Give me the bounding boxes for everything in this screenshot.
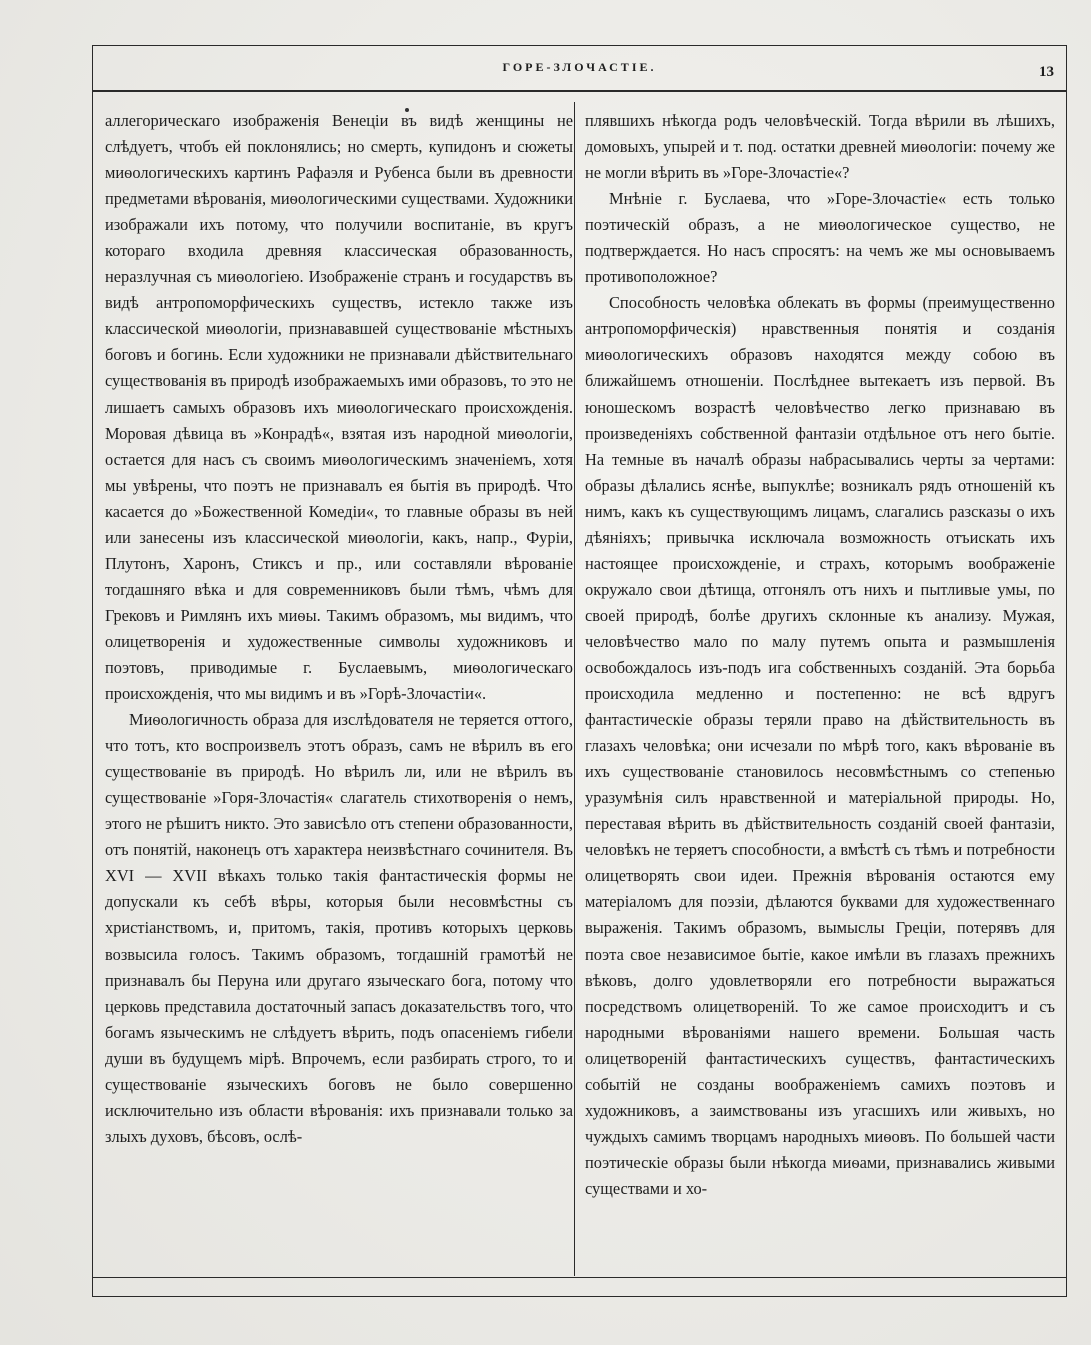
- running-head-title: ГОРЕ-ЗЛОЧАСТІЕ.: [502, 60, 657, 74]
- paragraph: Миѳологичность образа для изслѣдователя не теряется оттого, что тотъ, кто воспроизвелъ этотъ образъ, самъ не вѣрилъ въ его существованіе въ природѣ. Но вѣрилъ ли, или не вѣрилъ въ существованіе »Горя-Злочастія« слагатель стихотворенія о немъ, этого не рѣшитъ никто. Это зависѣло отъ степени образованности, отъ понятій, наконецъ отъ характера неизвѣстнаго сочинителя. Въ XVI — XVII вѣкахъ только такія фантастическія формы не допускали къ себѣ вѣры, которыя были несовмѣстны съ христіанствомъ, и, притомъ, такія, противъ которыхъ церковь возвысила голосъ. Такимъ образомъ, тогдашній грамотѣй не признавалъ бы Перуна или другаго языческаго бога, потому что церковь представила достаточный запасъ доказательствъ того, что богамъ языческимъ не слѣдуетъ вѣрить, подъ опасеніемъ гибели души въ будущемъ мірѣ. Впрочемъ, если разбирать строго, то и существованіе языческихъ боговъ не было совершенно исключительно изъ области вѣрованія: ихъ признавали только за злыхъ духовъ, бѣсовъ, ослѣ-: [105, 710, 573, 1146]
- paragraph: плявшихъ нѣкогда родъ человѣческій. Тогда вѣрили въ лѣшихъ, домовыхъ, упырей и т. под. остатки древней миѳологіи: почему же не могли вѣрить въ »Горе-Злочастіе«?: [585, 111, 1055, 183]
- header-rule: [93, 90, 1066, 92]
- page-frame: [92, 45, 1067, 1297]
- paragraph: Способность человѣка облекать въ формы (преимущественно антропоморфическія) нравственныя понятія и созданія миѳологическихъ образовъ находятся между собою въ ближайшемъ отношеніи. Послѣднее вытекаетъ изъ первой. Въ юношескомъ возрастѣ человѣчество легко признаваю въ произведеніяхъ собственной фантазіи отдѣльное отъ него бытіе. На темные въ началѣ образы набрасывались черты за чертами: образы дѣлались яснѣе, выпуклѣе; возникалъ рядъ отношеній къ нимъ, какъ къ существующимъ лицамъ, слагались разсказы о ихъ дѣяніяхъ; привычка исключала возможность отъискать ихъ настоящее происхожденіе, и страхъ, которымъ воображеніе окружало свои дѣтища, отгонялъ отъ нихъ и пытливые умы, по своей природѣ, болѣе другихъ склонные къ анализу. Мужая, человѣчество мало по малу путемъ опыта и размышленія освобождалось изъ-подъ ига собственныхъ созданій. Эта борьба происходила медленно и постепенно: не всѣ вдругъ фантастическіе образы теряли право на дѣйствительность въ глазахъ человѣка; они исчезали по мѣрѣ того, какъ вѣрованіе въ ихъ существованіе становилось несовмѣстнымъ со степенью уразумѣнія силъ нравственной и матеріальной природы. Но, переставая вѣрить въ дѣйствительность созданій своей фантазіи, человѣкъ не теряетъ способности, а вмѣстѣ съ тѣмъ и потребности олицетворять свои идеи. Прежнія вѣрованія остаются ему матеріаломъ для поэзіи, дѣлаются буквами для художественнаго выраженія. Такимъ образомъ, вымыслы Греціи, потерявъ для поэта свое независимое бытіе, какое имѣли въ глазахъ прежнихъ вѣковъ, долго удовлетворяли его потребности выражаться посредствомъ олицетвореній. То же самое происходитъ и съ народными вѣрованіями нашего времени. Большая часть олицетвореній фантастическихъ существъ, фантастическихъ событій не созданы воображеніемъ самихъ поэтовъ и художниковъ, а заимствованы изъ угасшихъ или живыхъ, но чуждыхъ самимъ творцамъ народныхъ миѳовъ. По большей части поэтическіе образы были нѣкогда миѳами, признавались живыми существами и хо-: [585, 293, 1055, 1198]
- left-column: [105, 108, 573, 1150]
- column-divider: [574, 102, 575, 1276]
- paragraph: аллегорическаго изображенія Венеціи въ видѣ женщины не слѣдуетъ, чтобъ ей поклонялись; но смерть, купидонъ и сюжеты миѳологическихъ картинъ Рафаэля и Рубенса были въ древности предметами вѣрованія, миѳологическими существами. Художники изображали ихъ потому, что получили воспитаніе, въ кругъ котораго входила древняя классическая образованность, неразлучная съ миѳологіею. Изображеніе странъ и государствъ въ видѣ антропоморфическихъ существъ, истекло также изъ классической миѳологіи, признававшей существованіе мѣстныхъ боговъ и богинь. Если художники не признавали дѣйствительнаго существованія въ природѣ изображаемыхъ ими образовъ, то это не лишаетъ самыхъ образовъ ихъ миѳологическаго происхожденія. Моровая дѣвица въ »Конрадѣ«, взятая изъ народной миѳологіи, остается для насъ съ своимъ миѳологическимъ значеніемъ, хотя мы увѣрены, что поэтъ не признавалъ ея бытія въ природѣ. Что касается до »Божественной Комедіи«, то главные образы въ ней или занесены изъ классической миѳологіи, какъ, напр., Фуріи, Плутонъ, Харонъ, Стиксъ и пр., или составляли вѣрованіе тогдашняго вѣка и для современниковъ были тѣмъ, чѣмъ для Грековъ и Римлянъ ихъ миѳы. Такимъ образомъ, мы видимъ, что олицетворенія и художественные символы художниковъ и поэтовъ, приводимые г. Буслаевымъ, миѳологическаго происхожденія, что мы видимъ и въ »Горѣ-Злочастіи«.: [105, 111, 573, 704]
- paragraph: Мнѣніе г. Буслаева, что »Горе-Злочастіе« есть только поэтическій образъ, а не миѳологическое существо, не подтверждается. Но насъ спросятъ: на чемъ же мы основываемъ противоположное?: [585, 189, 1055, 287]
- right-column: [585, 108, 1055, 1202]
- page-number: 13: [1039, 64, 1054, 80]
- footer-rule: [93, 1277, 1066, 1278]
